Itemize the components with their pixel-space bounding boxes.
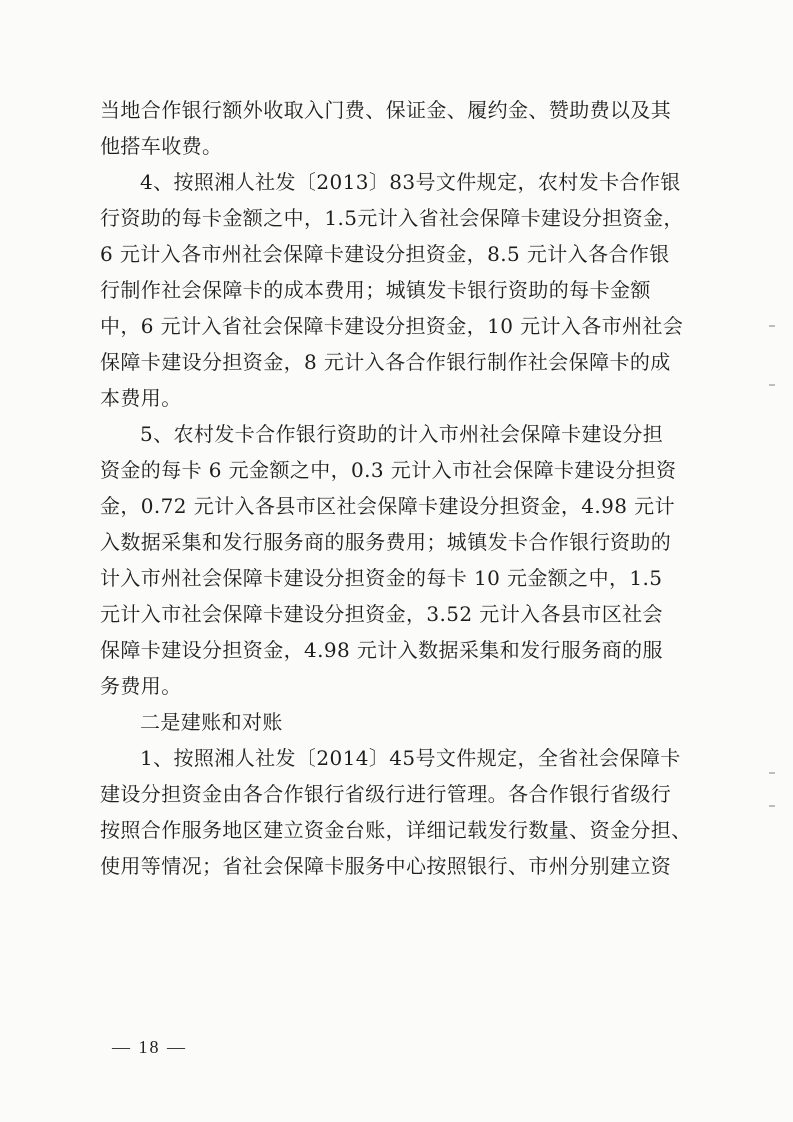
scan-mark [769, 384, 775, 386]
text-line-21: 按照合作服务地区建立资金台账，详细记载发行数量、资金分担、 [100, 818, 692, 842]
text-line-10: 5、农村发卡合作银行资助的计入市州社会保障卡建设分担 [140, 422, 664, 446]
text-line-5: 6 元计入各市州社会保障卡建设分担资金，8.5 元计入各合作银 [100, 242, 670, 266]
text-line-2: 他搭车收费。 [100, 134, 223, 158]
text-line-13: 入数据采集和发行服务商的服务费用；城镇发卡合作银行资助的 [100, 530, 672, 554]
scan-mark [769, 772, 775, 774]
text-line-3: 4、按照湘人社发〔2013〕83号文件规定，农村发卡合作银 [140, 170, 681, 194]
page-number: — 18 — [112, 1037, 187, 1057]
body-text [100, 92, 710, 884]
text-line-4: 行资助的每卡金额之中，1.5元计入省社会保障卡建设分担资金， [100, 206, 684, 230]
text-line-9: 本费用。 [100, 386, 182, 410]
text-line-12: 金，0.72 元计入各县市区社会保障卡建设分担资金，4.98 元计 [100, 494, 675, 518]
text-line-17: 务费用。 [100, 674, 182, 698]
text-line-7: 中，6 元计入省社会保障卡建设分担资金，10 元计入各市州社会 [100, 314, 684, 338]
text-line-22: 使用等情况；省社会保障卡服务中心按照银行、市州分别建立资 [100, 854, 672, 878]
scan-mark [769, 325, 775, 327]
text-line-8: 保障卡建设分担资金，8 元计入各合作银行制作社会保障卡的成 [100, 350, 671, 374]
text-line-1: 当地合作银行额外收取入门费、保证金、履约金、赞助费以及其 [100, 98, 672, 122]
text-line-15: 元计入市社会保障卡建设分担资金，3.52 元计入各县市区社会 [100, 602, 663, 626]
text-line-11: 资金的每卡 6 元金额之中，0.3 元计入市社会保障卡建设分担资 [100, 458, 677, 482]
text-line-20: 建设分担资金由各合作银行省级行进行管理。各合作银行省级行 [100, 782, 672, 806]
text-line-6: 行制作社会保障卡的成本费用；城镇发卡银行资助的每卡金额 [100, 278, 651, 302]
text-line-16: 保障卡建设分担资金，4.98 元计入数据采集和发行服务商的服 [100, 638, 663, 662]
text-line-14: 计入市州社会保障卡建设分担资金的每卡 10 元金额之中，1.5 [100, 566, 663, 590]
scan-mark [769, 805, 775, 807]
text-line-19: 1、按照湘人社发〔2014〕45号文件规定，全省社会保障卡 [140, 746, 681, 770]
section-heading: 二是建账和对账 [140, 710, 283, 734]
